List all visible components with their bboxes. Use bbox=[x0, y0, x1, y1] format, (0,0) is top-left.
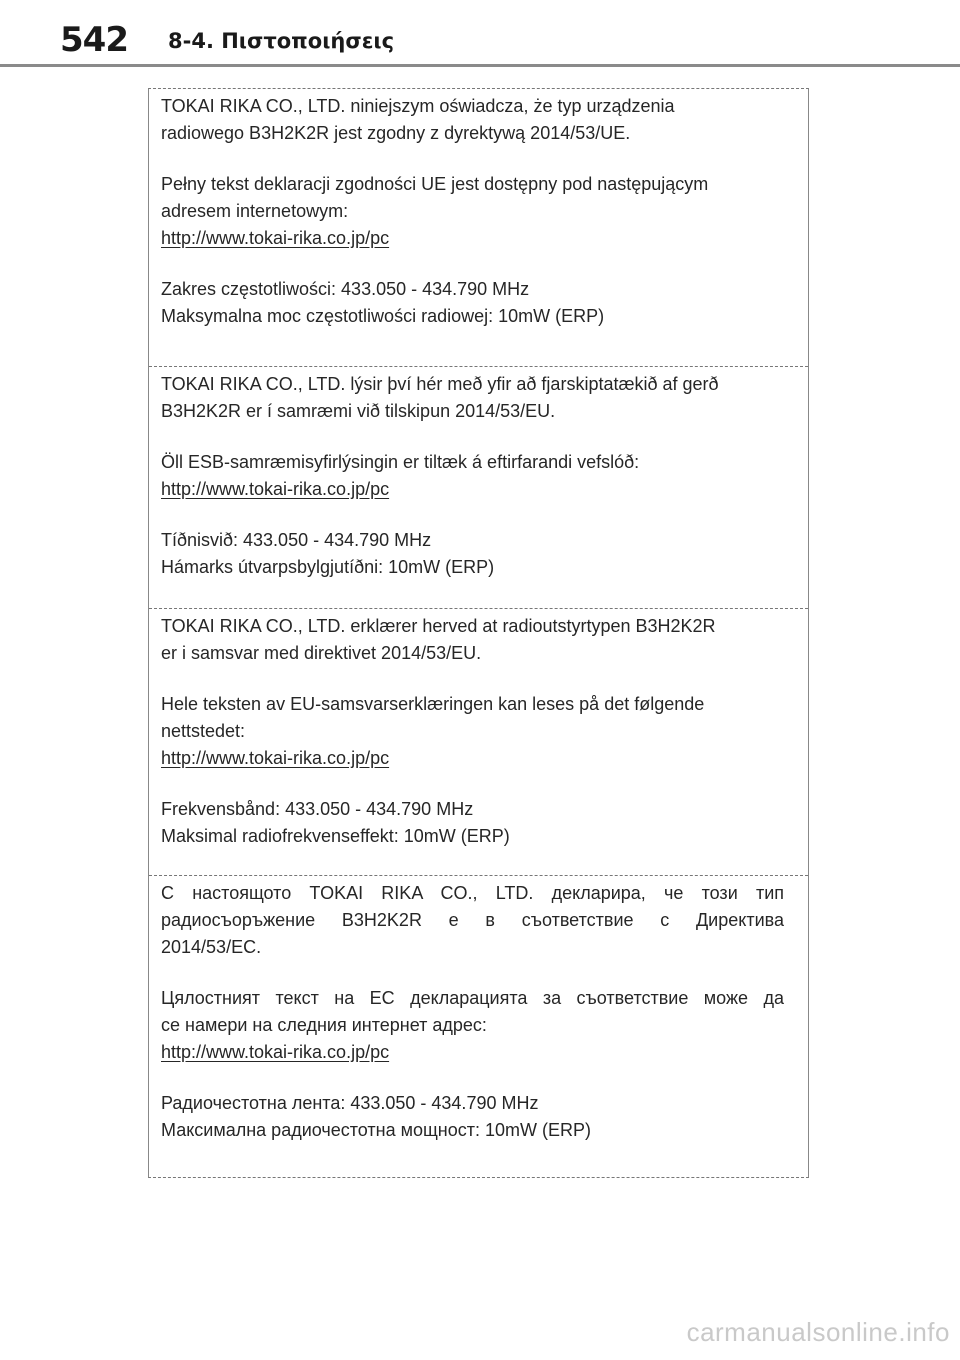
declaration-line: TOKAI RIKA CO., LTD. lýsir því hér með yfir að fjarskiptatækið af gerð bbox=[161, 374, 719, 394]
watermark: carmanualsonline.info bbox=[686, 1317, 950, 1347]
declaration-line: радиосъоръжение B3H2K2R е в съответствие с Директива bbox=[161, 910, 784, 930]
declaration-norwegian bbox=[149, 608, 808, 850]
declaration-icelandic bbox=[149, 366, 808, 581]
info-line: Hele teksten av EU-samsvarserklæringen kan leses på det følgende bbox=[161, 694, 705, 714]
max-power: Maksymalna moc częstotliwości radiowej: 10mW (ERP) bbox=[161, 306, 605, 326]
declaration-line: TOKAI RIKA CO., LTD. erklærer herved at radioutstyrtypen B3H2K2R bbox=[161, 616, 716, 636]
declaration-line: 2014/53/ЕС. bbox=[161, 937, 262, 957]
declaration-polish bbox=[149, 93, 808, 330]
declaration-bulgarian bbox=[149, 875, 808, 1144]
declaration-url-link[interactable]: http://www.tokai-rika.co.jp/pc bbox=[161, 1042, 390, 1062]
frequency-range: Frekvensbånd: 433.050 - 434.790 MHz bbox=[161, 799, 474, 819]
declaration-line: radiowego B3H2K2R jest zgodny z dyrektywą 2014/53/UE. bbox=[161, 123, 631, 143]
max-power: Hámarks útvarpsbylgjutíðni: 10mW (ERP) bbox=[161, 557, 495, 577]
info-line: Öll ESB-samræmisyfirlýsingin er tiltæk á eftirfarandi vefslóð: bbox=[161, 452, 640, 472]
info-line: се намери на следния интернет адрес: bbox=[161, 1015, 487, 1035]
declaration-box bbox=[148, 88, 809, 1178]
frequency-range: Радиочестотна лента: 433.050 - 434.790 MHz bbox=[161, 1093, 539, 1113]
info-line: adresem internetowym: bbox=[161, 201, 349, 221]
frequency-range: Zakres częstotliwości: 433.050 - 434.790 MHz bbox=[161, 279, 530, 299]
header-rule bbox=[0, 64, 960, 67]
declaration-line: С настоящото TOKAI RIKA CO., LTD. декларира, че този тип bbox=[161, 883, 784, 903]
max-power: Максимална радиочестотна мощност: 10mW (ERP) bbox=[161, 1120, 592, 1140]
max-power: Maksimal radiofrekvenseffekt: 10mW (ERP) bbox=[161, 826, 510, 846]
info-line: Цялостният текст на ЕС декларацията за съответствие може да bbox=[161, 988, 784, 1008]
section-title: 8-4. Πιστοποιήσεις bbox=[168, 29, 395, 53]
info-line: Pełny tekst deklaracji zgodności UE jest dostępny pod następującym bbox=[161, 174, 709, 194]
declaration-url-link[interactable]: http://www.tokai-rika.co.jp/pc bbox=[161, 479, 390, 499]
declaration-line: er i samsvar med direktivet 2014/53/EU. bbox=[161, 643, 482, 663]
page-number: 542 bbox=[60, 20, 128, 60]
declaration-line: TOKAI RIKA CO., LTD. niniejszym oświadcza, że typ urządzenia bbox=[161, 96, 675, 116]
declaration-line: B3H2K2R er í samræmi við tilskipun 2014/53/EU. bbox=[161, 401, 556, 421]
info-line: nettstedet: bbox=[161, 721, 246, 741]
declaration-url-link[interactable]: http://www.tokai-rika.co.jp/pc bbox=[161, 748, 390, 768]
page-header bbox=[0, 0, 960, 70]
declaration-url-link[interactable]: http://www.tokai-rika.co.jp/pc bbox=[161, 228, 390, 248]
frequency-range: Tíðnisvið: 433.050 - 434.790 MHz bbox=[161, 530, 432, 550]
